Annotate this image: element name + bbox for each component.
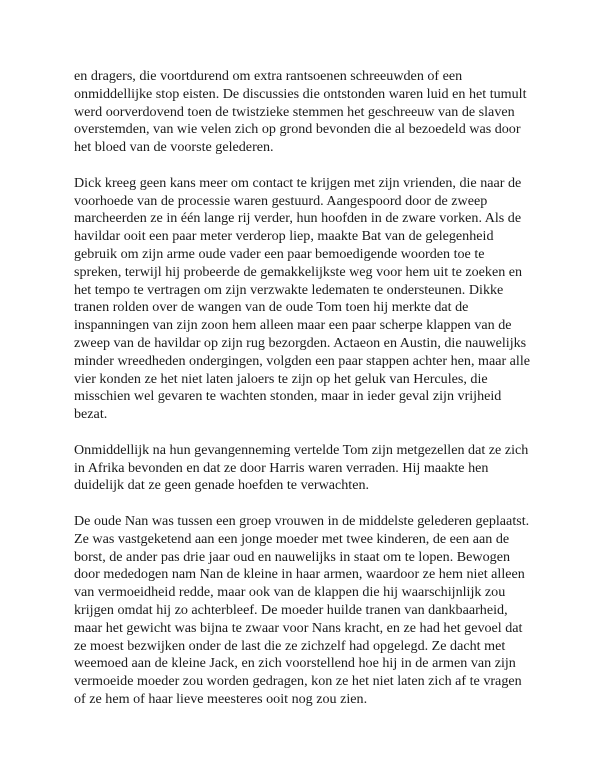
paragraph: De oude Nan was tussen een groep vrouwen in de middelste gelederen geplaatst. Ze was vastgeketend aan een jonge moeder met twee kinderen, de een aan de borst, de ander pas drie jaar oud en nauwelijks in staat om te lopen. Bewogen door mededogen nam Nan de kleine in haar armen, waardoor ze hem niet alleen van vermoeidheid redde, maar ook van de klappen die hij waarschijnlijk zou krijgen omdat hij zo achterbleef. De moeder huilde tranen van dankbaarheid, maar het gewicht was bijna te zwaar voor Nans kracht, en ze had het gevoel dat ze moest bezwijken onder de last die ze zichzelf had opgelegd. Ze dacht met weemoed aan de kleine Jack, en zich voorstellend hoe hij in de armen van zijn vermoeide moeder zou worden gedragen, kon ze het niet laten zich af te vragen of ze hem of haar lieve meesteres ooit nog zou zien.: [74, 512, 530, 707]
paragraph: Dick kreeg geen kans meer om contact te krijgen met zijn vrienden, die naar de voorhoede van de processie waren gestuurd. Aangespoord door de zweep marcheerden ze in één lange rij verder, hun hoofden in de zware vorken. Als de havildar ooit een paar meter verderop liep, maakte Bat van de gelegenheid gebruik om zijn arme oude vader een paar bemoedigende woorden toe te spreken, terwijl hij probeerde de gemakkelijkste weg voor hem uit te zoeken en het tempo te vertragen om zijn verzwakte ledematen te ondersteunen. Dikke tranen rolden over de wangen van de oude Tom toen hij merkte dat de inspanningen van zijn zoon hem alleen maar een paar scherpe klappen van de zweep van de havildar op zijn rug bezorgden. Actaeon en Austin, die nauwelijks minder wreedheden ondergingen, volgden een paar stappen achter hen, maar alle vier konden ze het niet laten jaloers te zijn op het geluk van Hercules, die misschien wel gevaren te wachten stonden, maar in ieder geval zijn vrijheid bezat.: [74, 174, 531, 423]
document-page: [74, 68, 534, 709]
paragraph: Onmiddellijk na hun gevangenneming vertelde Tom zijn metgezellen dat ze zich in Afrika bevonden en dat ze door Harris waren verraden. Hij maakte hen duidelijk dat ze geen genade hoefden te verwachten.: [74, 441, 529, 494]
paragraph: en dragers, die voortdurend om extra rantsoenen schreeuwden of een onmiddellijke stop eisten. De discussies die ontstonden waren luid en het tumult werd oorverdovend toen de twistzieke stemmen het geschreeuw van de slaven overstemden, van wie velen zich op grond bevonden die al bezoedeld was door het bloed van de voorste gelederen.: [74, 68, 527, 156]
